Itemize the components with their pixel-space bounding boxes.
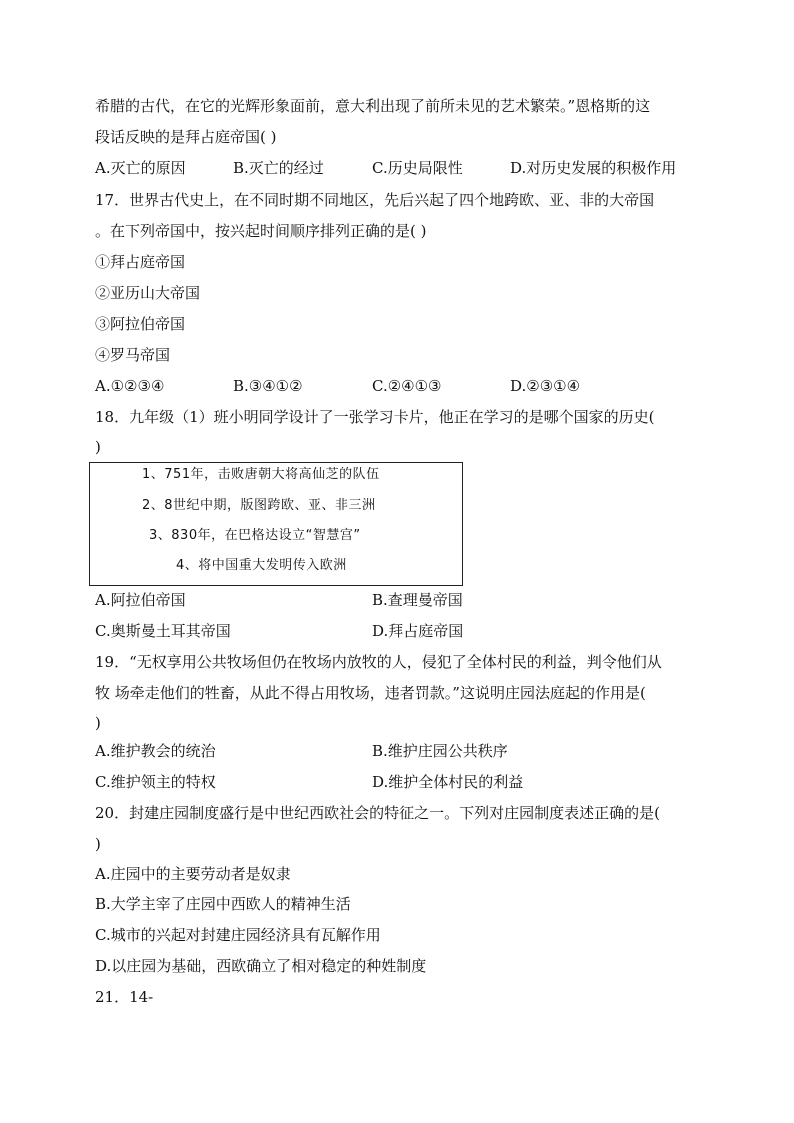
study-card [89, 462, 463, 586]
q18-stem-line-2: ) [95, 438, 101, 456]
q20-option-d: D.以庄园为基础，西欧确立了相对稳定的种姓制度 [95, 957, 427, 975]
study-card-line-3: 3、830年，在巴格达设立“智慧宫” [149, 528, 361, 543]
q20-stem-line-1: 20．封建庄园制度盛行是中世纪西欧社会的特征之一。下列对庄园制度表述正确的是( [95, 804, 660, 822]
q19-stem-line-1: 19．“无权享用公共牧场但仍在牧场内放牧的人，侵犯了全体村民的利益，判令他们从 [95, 653, 662, 671]
q16-stem-line-1: 希腊的古代，在它的光辉形象面前，意大利出现了前所未见的艺术繁荣。”恩格斯的这 [95, 97, 651, 115]
q17-option-a: A.①②③④ [95, 377, 165, 395]
q16-option-d: D.对历史发展的积极作用 [510, 159, 677, 177]
q16-option-c: C.历史局限性 [372, 159, 463, 177]
study-card-line-4: 4、将中国重大发明传入欧洲 [176, 558, 347, 573]
q19-option-a: A.维护教会的统治 [95, 742, 216, 760]
q16-stem-line-2: 段话反映的是拜占庭帝国( ) [95, 128, 277, 146]
q16-option-b: B.灭亡的经过 [233, 159, 324, 177]
q16-option-a: A.灭亡的原因 [95, 159, 186, 177]
q17-stem-line-2: 。在下列帝国中，按兴起时间顺序排列正确的是( ) [95, 222, 427, 240]
q20-option-a: A.庄园中的主要劳动者是奴隶 [95, 865, 291, 883]
q17-option-d: D.②③①④ [510, 377, 581, 395]
q19-stem-line-3: ) [95, 714, 101, 732]
q19-option-d: D.维护全体村民的利益 [372, 773, 524, 791]
q19-option-b: B.维护庄园公共秩序 [372, 742, 508, 760]
study-card-line-2: 2、8世纪中期，版图跨欧、亚、非三洲 [142, 498, 376, 513]
q21-stem-line-1: 21．14- [95, 988, 154, 1006]
study-card-line-1: 1、751年，击败唐朝大将高仙芝的队伍 [142, 467, 380, 482]
q18-stem-line-1: 18．九年级（1）班小明同学设计了一张学习卡片，他正在学习的是哪个国家的历史( [95, 408, 655, 426]
q18-option-d: D.拜占庭帝国 [372, 622, 464, 640]
q17-item-1: ①拜占庭帝国 [95, 253, 186, 271]
q20-stem-line-2: ) [95, 835, 101, 853]
q17-item-4: ④罗马帝国 [95, 346, 171, 364]
q18-option-c: C.奥斯曼土耳其帝国 [95, 622, 231, 640]
q18-option-a: A.阿拉伯帝国 [95, 591, 186, 609]
q20-option-c: C.城市的兴起对封建庄园经济具有瓦解作用 [95, 926, 381, 944]
q19-stem-line-2: 牧 场牵走他们的牲畜，从此不得占用牧场，违者罚款。”这说明庄园法庭起的作用是( [95, 684, 646, 702]
q17-option-c: C.②④①③ [372, 377, 442, 395]
q17-option-b: B.③④①② [233, 377, 303, 395]
q19-option-c: C.维护领主的特权 [95, 773, 216, 791]
q17-item-3: ③阿拉伯帝国 [95, 315, 186, 333]
q17-item-2: ②亚历山大帝国 [95, 284, 201, 302]
q18-option-b: B.查理曼帝国 [372, 591, 463, 609]
q20-option-b: B.大学主宰了庄园中西欧人的精神生活 [95, 895, 351, 913]
q17-stem-line-1: 17．世界古代史上，在不同时期不同地区，先后兴起了四个地跨欧、亚、非的大帝国 [95, 191, 655, 209]
